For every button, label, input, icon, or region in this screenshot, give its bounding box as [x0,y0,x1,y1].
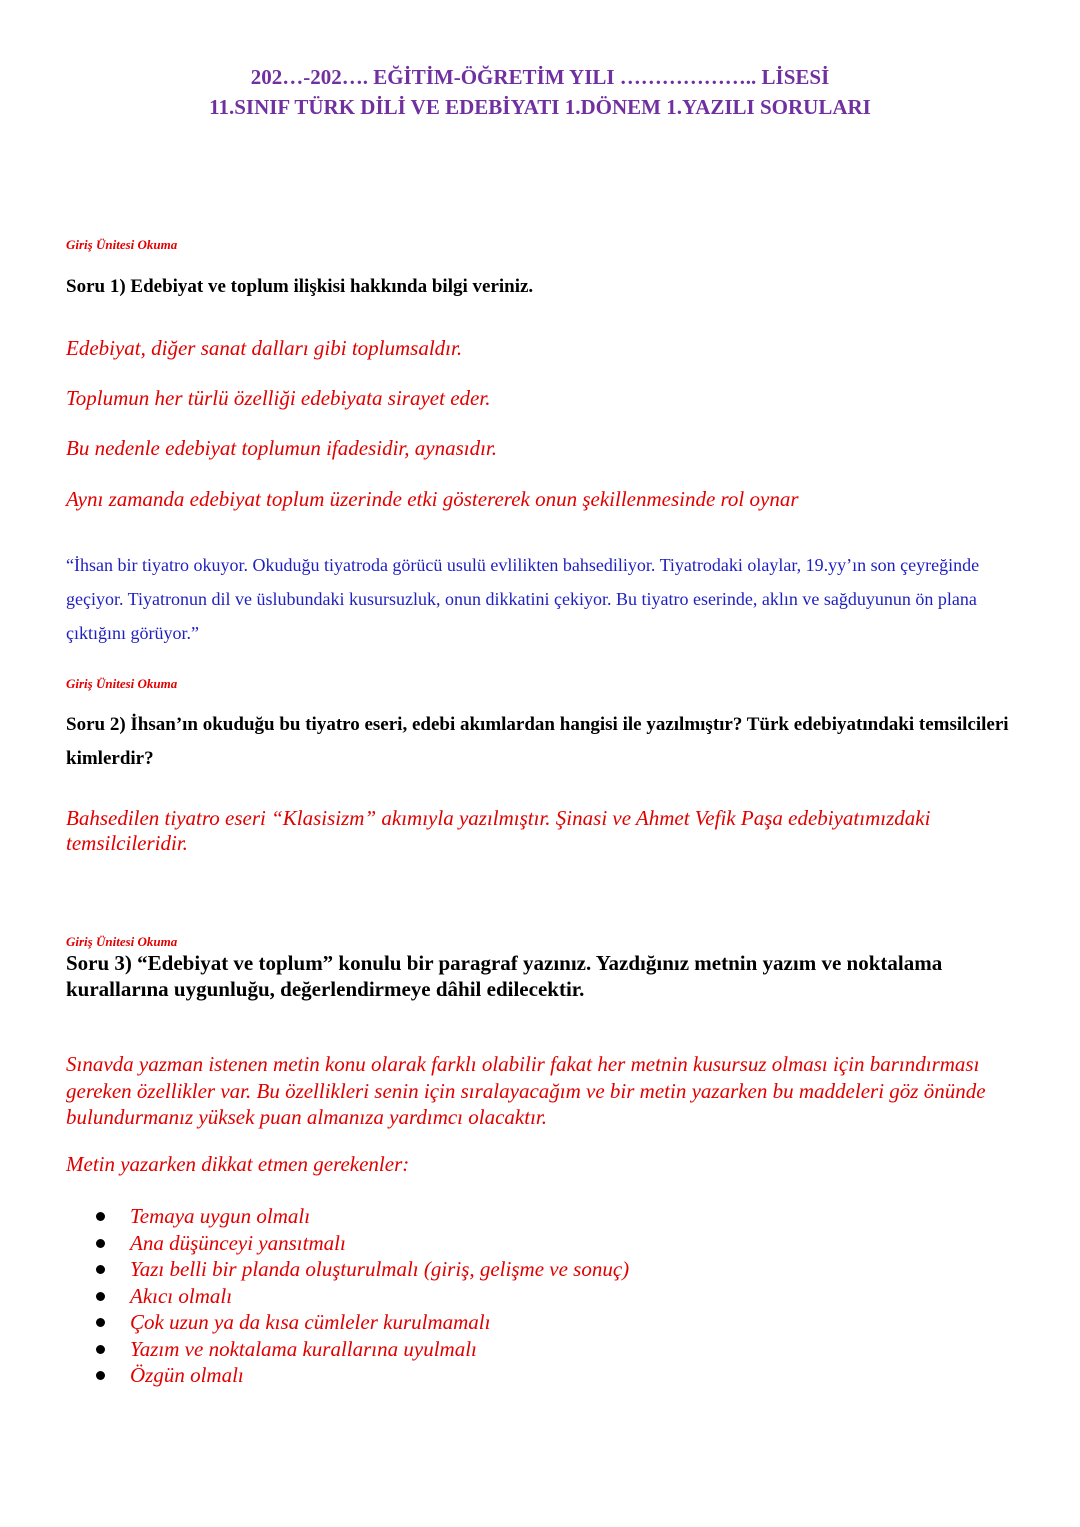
list-item-text: Çok uzun ya da kısa cümleler kurulmamalı [130,1310,491,1334]
list-item-text: Temaya uygun olmalı [130,1204,311,1228]
bullet-icon [96,1212,105,1221]
reading-passage: “İhsan bir tiyatro okuyor. Okuduğu tiyatroda görücü usulü evlilikten bahsediliyor. Tiyatrodaki olaylar, 19.yy’ın son çeyreğinde geçiyor. Tiyatronun dil ve üslubundaki kusursuzluk, onun dikkatini çekiyor. Bu tiyatro eserinde, aklın ve sağduyunun ön plana çıktığını görüyor.” [66,555,980,643]
q1-question: Soru 1) Edebiyat ve toplum ilişkisi hakkında bilgi veriniz. [66,276,534,297]
header-title-line1: 202…-202…. EĞİTİM-ÖĞRETİM YILI ……………….. LİSESİ [250,65,830,89]
list-item [96,1256,629,1283]
q1-answer-line: Toplumun her türlü özelliği edebiyata sirayet eder. [66,386,491,410]
list-item [96,1362,629,1389]
list-item [96,1336,629,1363]
list-item [96,1283,629,1310]
bullet-icon [96,1239,105,1248]
bullet-icon [96,1345,105,1354]
q3-question: Soru 3) “Edebiyat ve toplum” konulu bir paragraf yazınız. Yazdığınız metnin yazım ve noktalama kurallarına uygunluğu, değerlendirmeye dâhil edilecektir. [66,951,943,1001]
list-item-text: Özgün olmalı [130,1363,244,1387]
bullet-icon [96,1265,105,1274]
q3-unit-label: Giriş Ünitesi Okuma [66,934,178,949]
bullet-icon [96,1292,105,1301]
q2-unit-label: Giriş Ünitesi Okuma [66,676,178,691]
header-title-line2: 11.SINIF TÜRK DİLİ VE EDEBİYATI 1.DÖNEM 1.YAZILI SORULARI [209,95,871,119]
q2-answer: Bahsedilen tiyatro eseri “Klasisizm” akımıyla yazılmıştır. Şinasi ve Ahmet Vefik Paşa edebiyatımızdaki temsilcileridir. [66,806,931,855]
list-item-text: Ana düşünceyi yansıtmalı [130,1230,346,1255]
bullet-icon [96,1371,105,1380]
q1-answer-line: Aynı zamanda edebiyat toplum üzerinde etki göstererek onun şekillenmesinde rol oynar [66,487,799,511]
q1-answer-line: Edebiyat, diğer sanat dalları gibi toplumsaldır. [66,336,463,360]
list-item [96,1309,629,1336]
q1-unit-label: Giriş Ünitesi Okuma [66,237,178,252]
list-item [96,1203,629,1230]
q3-answer: Sınavda yazman istenen metin konu olarak farklı olabilir fakat her metnin kusursuz olması için barındırması gereken özellikler var. Bu özellikleri senin için sıralayacağım ve bir metin yazarken bu maddeleri göz önünde bulundurmanız yüksek puan almanıza yardımcı olacaktır. [66,1052,986,1129]
q3-list-title: Metin yazarken dikkat etmen gerekenler: [66,1152,410,1176]
bullet-icon [96,1318,105,1327]
list-item-text: Yazım ve noktalama kurallarına uyulmalı [130,1336,477,1361]
q2-question: Soru 2) İhsan’ın okuduğu bu tiyatro eseri, edebi akımlardan hangisi ile yazılmıştır? Türk edebiyatındaki temsilcileri kimlerdir? [66,714,1009,769]
q1-answer-line: Bu nedenle edebiyat toplumun ifadesidir, aynasıdır. [66,436,498,460]
list-item-text: Akıcı olmalı [130,1283,233,1308]
list-item-text: Yazı belli bir planda oluşturulmalı (giriş, gelişme ve sonuç) [130,1257,630,1281]
list-item [96,1230,629,1257]
q3-checklist [96,1203,629,1389]
